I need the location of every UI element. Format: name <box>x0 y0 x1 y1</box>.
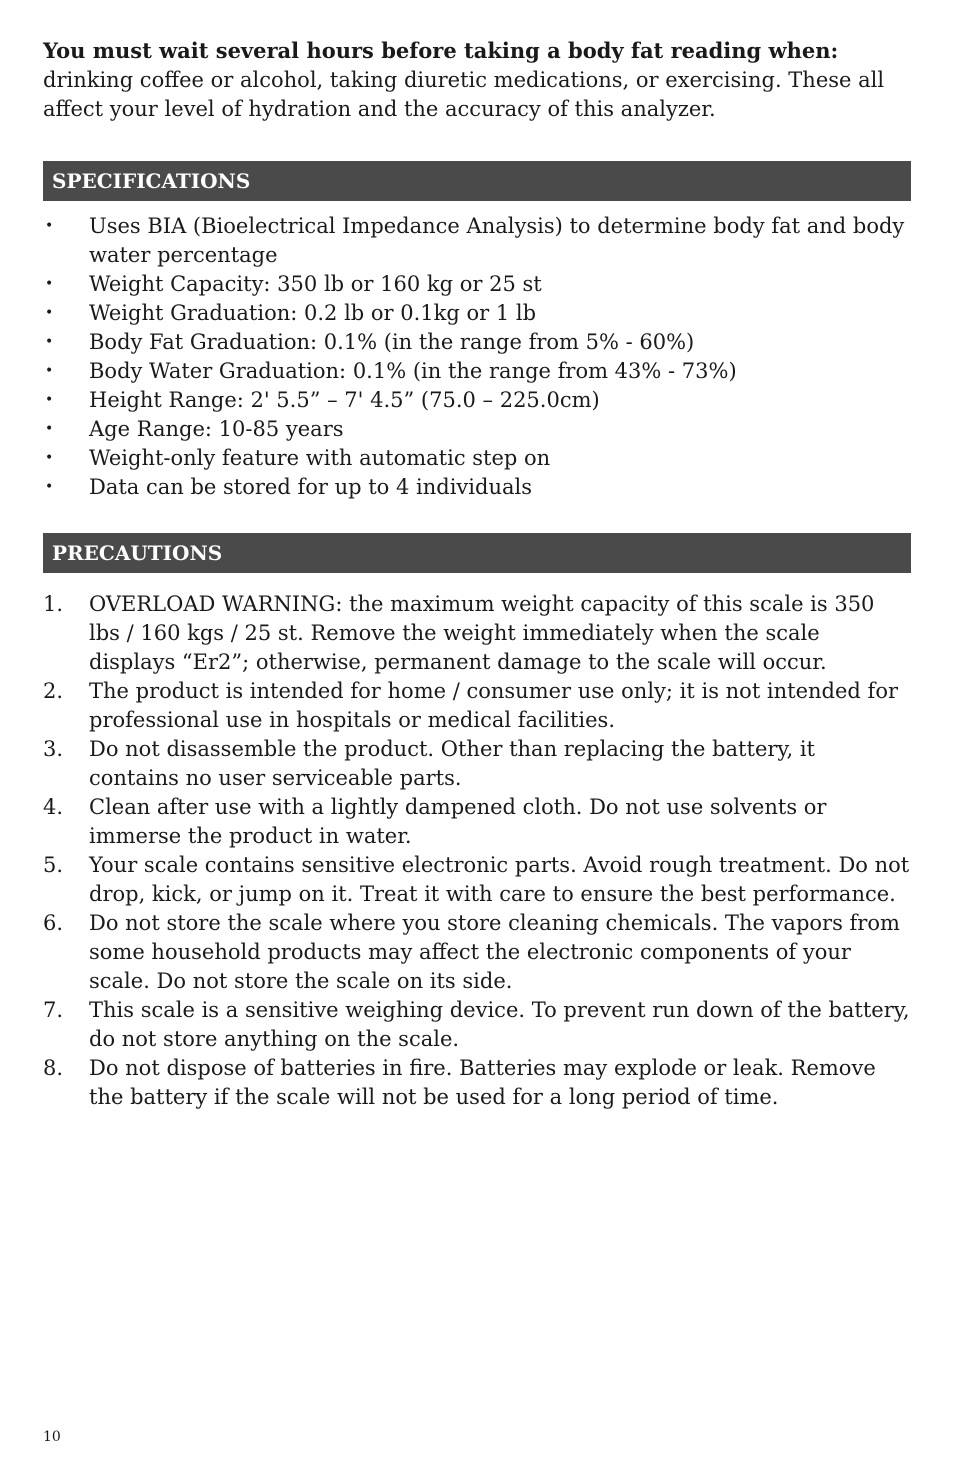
spec-item-text: Body Fat Graduation: 0.1% (in the range from 5% - 60%) <box>89 330 695 354</box>
precaution-text: Clean after use with a lightly dampened cloth. Do not use solvents or immerse the product in water. <box>89 795 827 848</box>
precaution-number: 3. <box>43 737 64 761</box>
precaution-number: 6. <box>43 911 64 935</box>
spec-item-text: Body Water Graduation: 0.1% (in the range from 43% - 73%) <box>89 359 737 383</box>
spec-item <box>43 270 911 299</box>
precaution-item <box>43 996 911 1054</box>
precaution-text: This scale is a sensitive weighing device. To prevent run down of the battery, do not store anything on the scale. <box>89 998 910 1051</box>
precaution-text: Do not dispose of batteries in fire. Batteries may explode or leak. Remove the battery if the scale will not be used for a long period of time. <box>89 1056 876 1109</box>
specifications-header <box>43 161 911 201</box>
precaution-item <box>43 735 911 793</box>
intro-lead: You must wait several hours before taking a body fat reading when: <box>43 38 839 63</box>
precaution-item <box>43 793 911 851</box>
bullet-marker: • <box>45 421 54 437</box>
spec-item-text: Weight Capacity: 350 lb or 160 kg or 25 st <box>89 272 542 296</box>
manual-page <box>43 36 911 1112</box>
spec-item-text: Data can be stored for up to 4 individuals <box>89 475 532 499</box>
spec-item <box>43 357 911 386</box>
precaution-item <box>43 851 911 909</box>
precaution-number: 5. <box>43 853 64 877</box>
bullet-marker: • <box>45 334 54 350</box>
spec-item-text: Uses BIA (Bioelectrical Impedance Analysis) to determine body fat and body water percentage <box>89 214 905 267</box>
precaution-text: The product is intended for home / consumer use only; it is not intended for professional use in hospitals or medical facilities. <box>89 679 899 732</box>
bullet-marker: • <box>45 392 54 408</box>
spec-item-text: Weight Graduation: 0.2 lb or 0.1kg or 1 lb <box>89 301 537 325</box>
bullet-marker: • <box>45 305 54 321</box>
precaution-item <box>43 1054 911 1112</box>
intro-text: drinking coffee or alcohol, taking diuretic medications, or exercising. These all affect your level of hydration and the accuracy of this analyzer. <box>43 68 885 121</box>
precaution-number: 4. <box>43 795 64 819</box>
spec-item <box>43 212 911 270</box>
precaution-item <box>43 590 911 677</box>
precaution-number: 1. <box>43 592 64 616</box>
intro-paragraph <box>43 36 911 124</box>
precautions-header <box>43 533 911 573</box>
spec-item <box>43 473 911 502</box>
precaution-number: 7. <box>43 998 64 1022</box>
spec-item-text: Age Range: 10-85 years <box>89 417 344 441</box>
precaution-text: Do not store the scale where you store cleaning chemicals. The vapors from some household products may affect the electronic components of your scale. Do not store the scale on its side. <box>89 911 900 993</box>
precautions-list <box>43 590 911 1112</box>
spec-item <box>43 328 911 357</box>
page-number: 10 <box>43 1429 61 1445</box>
precaution-number: 2. <box>43 679 64 703</box>
bullet-marker: • <box>45 479 54 495</box>
precaution-item <box>43 677 911 735</box>
precaution-text: Your scale contains sensitive electronic parts. Avoid rough treatment. Do not drop, kick, or jump on it. Treat it with care to ensure the best performance. <box>89 853 910 906</box>
precaution-text: Do not disassemble the product. Other than replacing the battery, it contains no user serviceable parts. <box>89 737 815 790</box>
specifications-list <box>43 212 911 502</box>
bullet-marker: • <box>45 363 54 379</box>
specifications-title: SPECIFICATIONS <box>52 169 251 193</box>
precaution-item <box>43 909 911 996</box>
spec-item <box>43 444 911 473</box>
spec-item-text: Weight-only feature with automatic step on <box>89 446 551 470</box>
precautions-title: PRECAUTIONS <box>52 541 223 565</box>
bullet-marker: • <box>45 218 54 234</box>
bullet-marker: • <box>45 276 54 292</box>
spec-item <box>43 386 911 415</box>
precaution-text: OVERLOAD WARNING: the maximum weight capacity of this scale is 350 lbs / 160 kgs / 25 st. Remove the weight immediately when the scale displays “Er2”; otherwise, permanent damage to the scale will occur. <box>89 592 875 674</box>
spec-item-text: Height Range: 2' 5.5” – 7' 4.5” (75.0 – 225.0cm) <box>89 388 600 412</box>
spec-item <box>43 415 911 444</box>
bullet-marker: • <box>45 450 54 466</box>
precaution-number: 8. <box>43 1056 64 1080</box>
spec-item <box>43 299 911 328</box>
